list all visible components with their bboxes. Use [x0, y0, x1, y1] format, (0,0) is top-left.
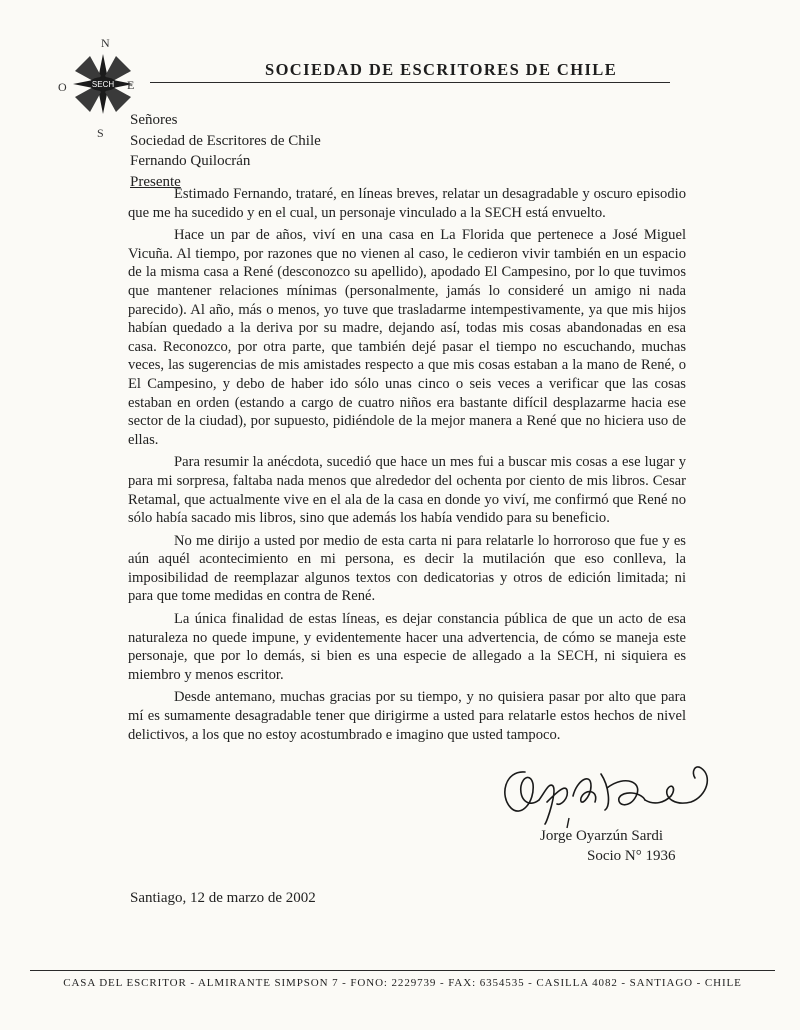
body-paragraph-2: Hace un par de años, viví en una casa en La Florida que pertenece a José Miguel Vicuña. Al tiempo, por razones que no vienen al caso, le cedieron vivir también en un espacio de la misma casa a René (desconozco su apellido), apodado El Campesino, por lo que tuvimos que mantener relaciones mínimas (personalmente, jamás lo consideré un amigo ni nada parecido). Al año, más o menos, yo tuve que trasladarme intempestivamente, ya que mis hijos habían quedado a la deriva por su madre, dejando así, todas mis cosas abandonadas en esa casa. Reconozco, por otra parte, que también dejé pasar el tiempo no escuchando, muchas veces, las sugerencias de mis amistades respecto a que mis cosas estaban a la mano de René, o El Campesino, y debo de haber ido sólo unas cinco o seis veces a verificar que las cosas estaban en orden (estando a cargo de cuatro niños era bastante difícil desplazarme hacia ese sector de la ciudad), por supuesto, pidiéndole de la mejor manera a René que no hiciera uso de ellas. — [128, 227, 686, 448]
footer-divider — [30, 970, 775, 971]
logo-text: SECH — [91, 80, 115, 89]
recipient-block — [130, 110, 321, 192]
signer-name: Jorge Oyarzún Sardi — [540, 828, 664, 844]
recipient-organization: Sociedad de Escritores de Chile — [130, 132, 321, 149]
compass-east-label: E — [127, 78, 135, 92]
recipient-presente: Presente — [130, 173, 181, 190]
letter-date: Santiago, 12 de marzo de 2002 — [130, 890, 316, 906]
organization-title: SOCIEDAD DE ESCRITORES DE CHILE — [265, 60, 618, 79]
compass-north-label: N — [101, 36, 110, 50]
signer-member-number: Socio N° 1936 — [587, 848, 676, 864]
body-paragraph-4: No me dirijo a usted por medio de esta carta ni para relatarle lo horroroso que fue y es aún aquél acontecimiento en mi persona, es decir la mutilación que eso conlleva, la imposibilidad de reemplazar algunos textos con dedicatorias y otros de edición limitada; ni para que tome medidas en contra de René. — [128, 532, 686, 605]
compass-west-label: O — [58, 80, 67, 94]
body-paragraph-5: La única finalidad de estas líneas, es dejar constancia pública de que un acto de esa naturaleza no quede impune, y evidentemente hacer una advertencia, de cómo se maneja este personaje, que por lo demás, si bien es una especie de allegado a la SECH, ni siquiera es miembro y menos escritor. — [128, 611, 686, 683]
compass-south-label: S — [97, 126, 104, 140]
footer-address: CASA DEL ESCRITOR - ALMIRANTE SIMPSON 7 - FONO: 2229739 - FAX: 6354535 - CASILLA 4082 - SANTIAGO - CHILE — [63, 977, 742, 989]
handwritten-signature-icon — [495, 752, 725, 832]
body-paragraph-6: Desde antemano, muchas gracias por su tiempo, y no quisiera pasar por alto que para mí es sumamente desagradable tener que dirigirme a usted para relatarle estos hechos de nivel delictivos, a los que no estoy acostumbrado e imagino que usted tampoco. — [128, 689, 686, 743]
header-divider — [150, 82, 670, 83]
body-paragraph-1: Estimado Fernando, trataré, en líneas breves, relatar un desagradable y oscuro episodio que me ha sucedido y en el cual, un personaje vinculado a la SECH está envuelto. — [128, 186, 686, 221]
letter-body — [128, 185, 686, 748]
recipient-salutation: Señores — [130, 112, 178, 128]
body-paragraph-3: Para resumir la anécdota, sucedió que hace un mes fui a buscar mis cosas a ese lugar y para mi sorpresa, faltaba nada menos que alrededor del ochenta por ciento de mis libros. Cesar Retamal, que actualmente vive en el ala de la casa en donde yo viví, me confirmó que René no sólo había sacado mis libros, sino que además los había vendido para su beneficio. — [128, 454, 686, 527]
recipient-name: Fernando Quilocrán — [130, 153, 251, 169]
